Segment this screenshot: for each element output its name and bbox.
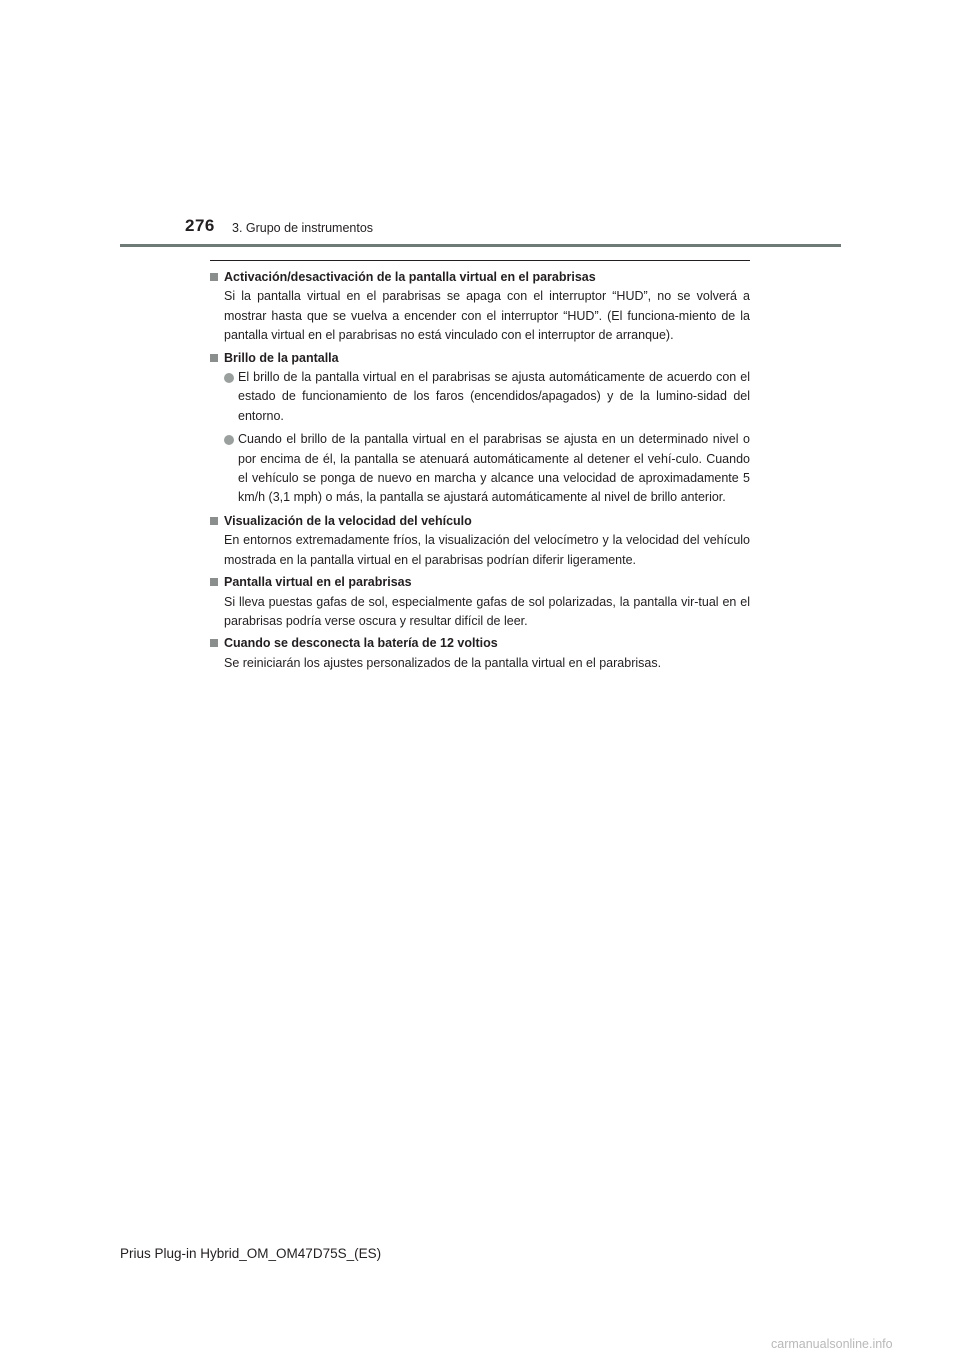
section-paragraph: Si lleva puestas gafas de sol, especialmente gafas de sol polarizadas, la pantalla vir-tual en el parabrisas podría verse oscura y resultar difícil de leer. — [224, 594, 750, 628]
section-paragraph: Si la pantalla virtual en el parabrisas se apaga con el interruptor “HUD”, no se volverá a mostrar hasta que se vuelva a encender con el interruptor “HUD”. (El funciona-miento de la pantalla virtual en el parabrisas no está vinculado con el interruptor de arranque). — [224, 289, 750, 343]
section-title — [210, 512, 750, 531]
section-title — [210, 634, 750, 653]
section-title-text: Activación/desactivación de la pantalla virtual en el parabrisas — [224, 270, 596, 284]
section-title — [210, 349, 750, 368]
content-body — [210, 268, 750, 676]
section-battery-disconnect — [210, 634, 750, 673]
section-title — [210, 573, 750, 592]
square-bullet-icon — [210, 578, 218, 586]
bullet-item — [210, 368, 750, 426]
section-title-text: Pantalla virtual en el parabrisas — [224, 575, 412, 590]
section-hud-toggle — [210, 268, 750, 346]
section-windshield-display — [210, 573, 750, 631]
watermark-text: carmanualsonline.info — [771, 1337, 893, 1351]
section-brightness — [210, 349, 750, 508]
circle-bullet-icon — [224, 435, 234, 445]
section-speed-display — [210, 512, 750, 570]
header-divider — [120, 244, 841, 247]
square-bullet-icon — [210, 354, 218, 362]
bullet-text: El brillo de la pantalla virtual en el parabrisas se ajusta automáticamente de acuerdo con el estado de funcionamiento de los faros (encendidos/apagados) y de la lumino-sidad del entorno. — [238, 370, 750, 423]
section-title-text: Brillo de la pantalla — [224, 350, 339, 365]
section-paragraph: En entornos extremadamente fríos, la visualización del velocímetro y la velocidad del vehículo mostrada en la pantalla virtual en el parabrisas podrían diferir ligeramente. — [224, 533, 750, 567]
section-title — [210, 268, 750, 287]
footer-manual-id: Prius Plug-in Hybrid_OM_OM47D75S_(ES) — [120, 1246, 382, 1261]
circle-bullet-icon — [224, 373, 234, 383]
chapter-title: 3. Grupo de instrumentos — [232, 221, 374, 235]
square-bullet-icon — [210, 517, 218, 525]
bullet-item — [210, 430, 750, 508]
bullet-text: Cuando el brillo de la pantalla virtual en el parabrisas se ajusta en un determinado nivel o por encima de él, la pantalla se atenuará automáticamente al detener el vehí-culo. Cuando el vehículo se ponga de nuevo en marcha y alcance una velocidad de aproximadamente 5 km/h (3,1 mph) o más, la pantalla se ajustará automáticamente al nivel de brillo anterior. — [238, 432, 750, 505]
section-paragraph: Se reiniciarán los ajustes personalizados de la pantalla virtual en el parabrisas. — [224, 655, 662, 670]
square-bullet-icon — [210, 273, 218, 281]
section-title-text: Cuando se desconecta la batería de 12 voltios — [224, 636, 498, 651]
page-number: 276 — [185, 216, 215, 235]
section-title-text: Visualización de la velocidad del vehículo — [224, 513, 472, 528]
square-bullet-icon — [210, 639, 218, 647]
content-divider — [210, 260, 750, 261]
